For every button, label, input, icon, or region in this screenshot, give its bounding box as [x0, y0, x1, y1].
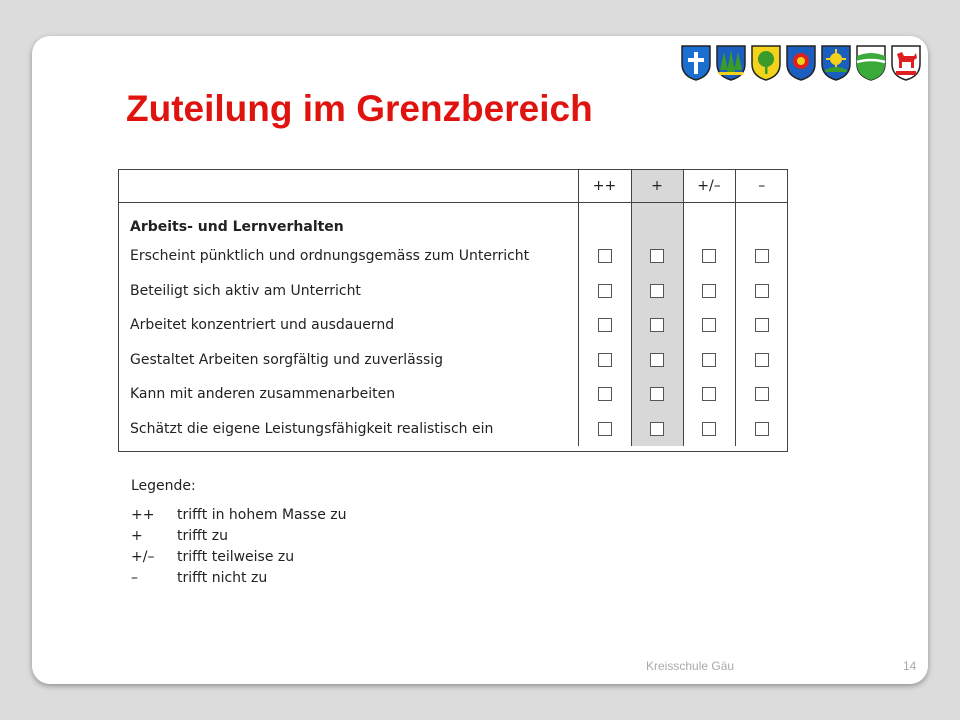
legend-item [131, 504, 346, 525]
row-label: Arbeitet konzentriert und ausdauernd [118, 308, 578, 343]
header-empty-cell [118, 169, 578, 203]
checkbox[interactable] [650, 249, 664, 263]
checkbox[interactable] [702, 318, 716, 332]
checkbox[interactable] [702, 422, 716, 436]
evaluation-table-container [118, 169, 788, 452]
checkbox[interactable] [755, 249, 769, 263]
checkbox[interactable] [755, 318, 769, 332]
table-row [118, 308, 788, 343]
legend-item [131, 525, 346, 546]
municipality-crests [680, 44, 922, 84]
slide [32, 36, 928, 684]
checkbox[interactable] [650, 353, 664, 367]
checkbox[interactable] [650, 318, 664, 332]
legend-item [131, 567, 346, 588]
legend-symbol: +/– [131, 548, 155, 565]
legend [131, 478, 346, 588]
checkbox[interactable] [755, 387, 769, 401]
legend-symbol: – [131, 569, 138, 586]
legend-item [131, 546, 346, 567]
checkbox[interactable] [598, 284, 612, 298]
checkbox[interactable] [650, 422, 664, 436]
table-row [118, 239, 788, 274]
slide-title: Zuteilung im Grenzbereich [126, 88, 593, 129]
section-title: Arbeits- und Lernverhalten [118, 203, 578, 240]
legend-text: trifft in hohem Masse zu [177, 506, 347, 523]
header-col-plusplus: ++ [578, 169, 631, 203]
legend-symbol: ++ [131, 506, 155, 523]
row-label: Schätzt die eigene Leistungsfähigkeit realistisch ein [118, 412, 578, 447]
checkbox[interactable] [755, 353, 769, 367]
page-number: 14 [903, 659, 917, 673]
header-col-plusminus: +/– [683, 169, 735, 203]
header-col-plus: + [631, 169, 683, 203]
blue-trees-crest-icon [715, 44, 747, 82]
row-label: Kann mit anderen zusammenarbeiten [118, 377, 578, 412]
table-row [118, 274, 788, 309]
checkbox[interactable] [702, 284, 716, 298]
table-row [118, 343, 788, 378]
legend-heading: Legende: [131, 478, 196, 494]
checkbox[interactable] [598, 353, 612, 367]
checkbox[interactable] [598, 318, 612, 332]
header-col-minus: – [735, 169, 788, 203]
legend-text: trifft teilweise zu [177, 548, 295, 565]
checkbox[interactable] [650, 284, 664, 298]
table-row [118, 412, 788, 447]
red-horse-crest-icon [890, 44, 922, 82]
checkbox[interactable] [598, 422, 612, 436]
green-hill-crest-icon [855, 44, 887, 82]
checkbox[interactable] [702, 249, 716, 263]
row-label: Gestaltet Arbeiten sorgfältig und zuverlässig [118, 343, 578, 378]
evaluation-table [118, 169, 788, 446]
slide-footer: Kreisschule Gäu [646, 659, 735, 673]
legend-text: trifft nicht zu [177, 569, 268, 586]
checkbox[interactable] [702, 353, 716, 367]
legend-symbol: + [131, 527, 143, 544]
row-label: Beteiligt sich aktiv am Unterricht [118, 274, 578, 309]
table-header-row [118, 169, 788, 203]
row-label: Erscheint pünktlich und ordnungsgemäss zum Unterricht [118, 239, 578, 274]
checkbox[interactable] [702, 387, 716, 401]
checkbox[interactable] [755, 284, 769, 298]
yellow-sun-crest-icon [820, 44, 852, 82]
checkbox[interactable] [598, 249, 612, 263]
checkbox[interactable] [650, 387, 664, 401]
table-row [118, 377, 788, 412]
red-yellow-crest-icon [785, 44, 817, 82]
checkbox[interactable] [598, 387, 612, 401]
yellow-tree-crest-icon [750, 44, 782, 82]
checkbox[interactable] [755, 422, 769, 436]
blue-cross-crest-icon [680, 44, 712, 82]
section-row [118, 203, 788, 240]
legend-text: trifft zu [177, 527, 228, 544]
